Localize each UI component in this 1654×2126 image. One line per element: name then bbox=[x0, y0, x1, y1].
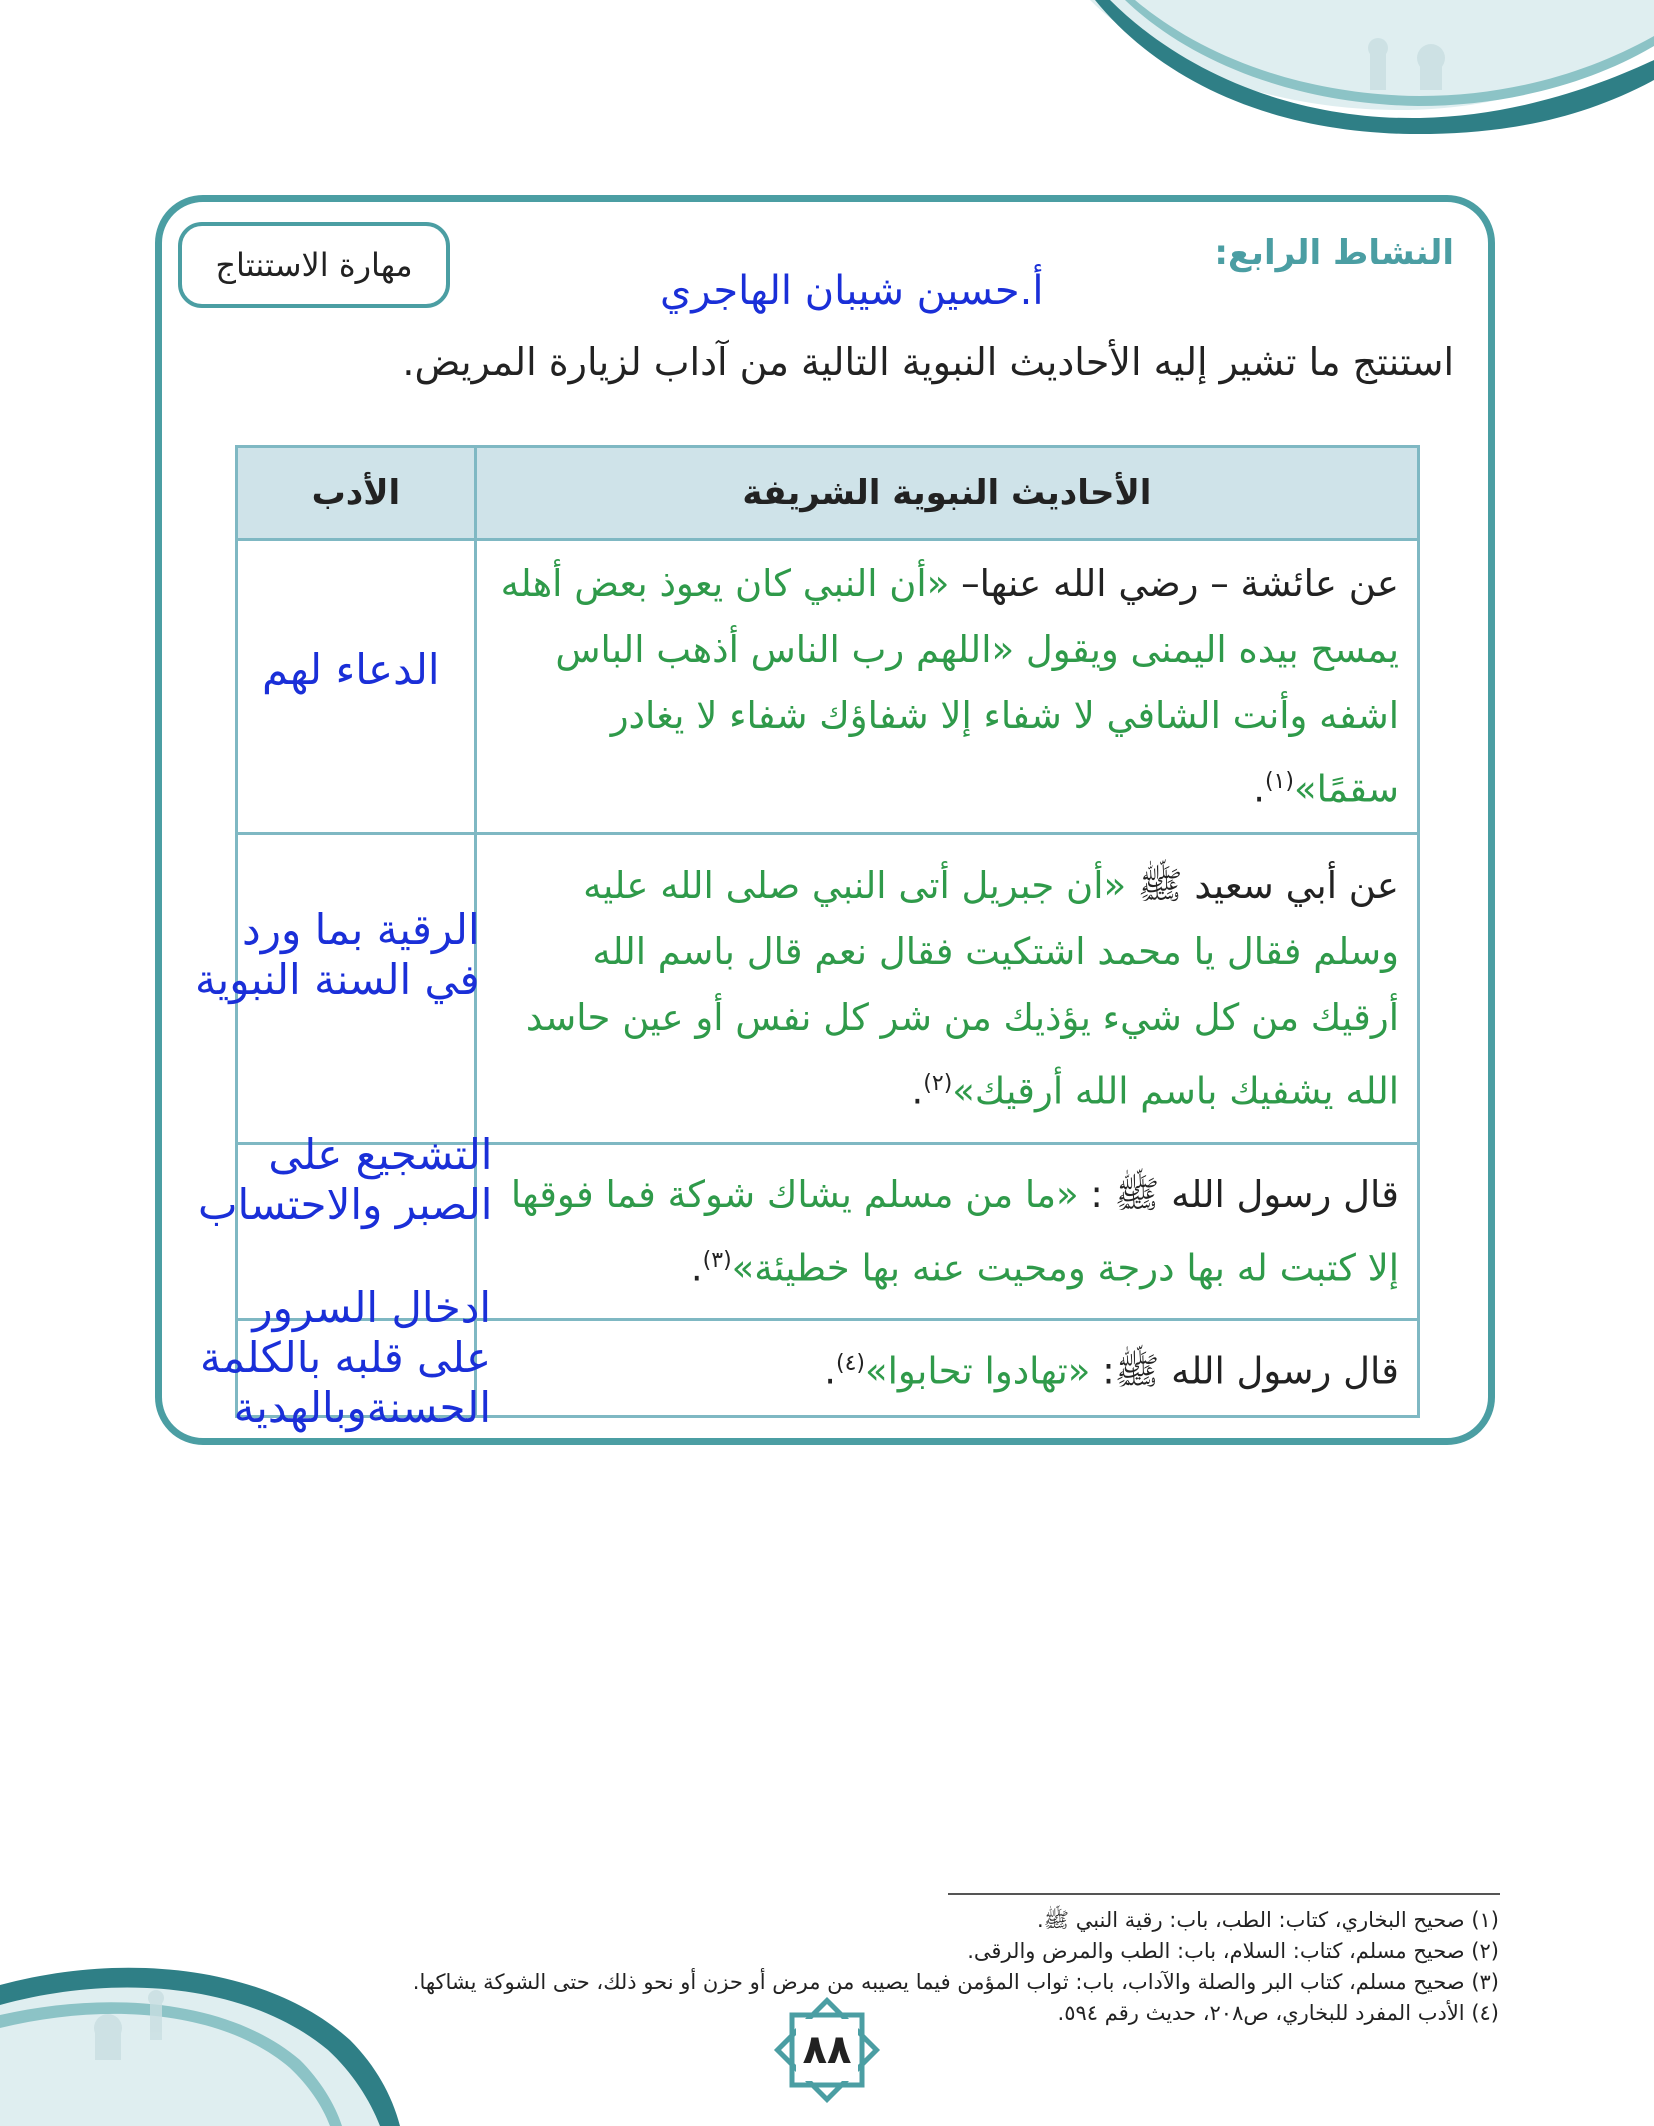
footnote-2: (٢) صحيح مسلم، كتاب: السلام، باب: الطب والمرض والرقى. bbox=[967, 1939, 1499, 1963]
hadith-intro: عن عائشة – رضي الله عنها– bbox=[949, 562, 1399, 605]
answer-3-line-1: التشجيع على bbox=[268, 1130, 493, 1179]
answer-2-line-2: في السنة النبوية bbox=[195, 955, 480, 1004]
hadith-intro: عن أبي سعيد ﷺ bbox=[1126, 864, 1399, 908]
table-header-row bbox=[237, 447, 1419, 540]
footnote-ref: (٣) bbox=[702, 1248, 732, 1274]
answer-4-line-3: الحسنةوبالهدية bbox=[233, 1383, 492, 1432]
footnote-4: (٤) الأدب المفرد للبخاري، ص٢٠٨، حديث رقم ٥٩٤. bbox=[1057, 2001, 1499, 2025]
footnote-ref: (٢) bbox=[923, 1071, 953, 1097]
author-handwriting: أ.حسين شيبان الهاجري bbox=[660, 268, 1044, 314]
hadith-text: «ما من مسلم يشاك شوكة فما فوقها إلا كتبت له بها درجة ومحيت عنه بها خطيئة» bbox=[510, 1173, 1399, 1290]
hadith-text: «أن جبريل أتى النبي صلى الله عليه وسلم فقال يا محمد اشتكيت فقال نعم قال باسم الله أرقيك من كل شيء يؤذيك من شر كل نفس أو عين حاسد الله يشفيك باسم الله أرقيك» bbox=[525, 864, 1399, 1113]
footnote-divider bbox=[948, 1893, 1500, 1895]
hadith-cell: قال رسول الله ﷺ: «تهادوا تحابوا»$^{(٤)}$. bbox=[475, 1320, 1418, 1416]
hadith-cell: عن أبي سعيد ﷺ «أن جبريل أتى النبي صلى الله عليه وسلم فقال يا محمد اشتكيت فقال نعم قال باسم الله أرقيك من كل شيء يؤذيك من شر كل نفس أو عين حاسد الله يشفيك باسم الله أرقيك»$^{(٢)}$. bbox=[475, 834, 1418, 1144]
answer-1 bbox=[262, 645, 440, 695]
answer-2-line-1: الرقية بما ورد bbox=[241, 905, 480, 954]
top-corner-ornament bbox=[0, 0, 1654, 140]
footnotes bbox=[413, 1905, 1499, 2029]
activity-title: النشاط الرابع: bbox=[1214, 233, 1454, 273]
hadith-cell: عن عائشة – رضي الله عنها– «أن النبي كان يعوذ بعض أهله يمسح بيده اليمنى ويقول «اللهم رب الناس أذهب الباس اشفه وأنت الشافي لا شفاء إلا شفاؤك شفاء لا يغادر سقمًا»$^{(١)}$. bbox=[475, 540, 1418, 834]
page-number-badge bbox=[772, 1995, 882, 2105]
footnote-1: (١) صحيح البخاري، كتاب: الطب، باب: رقية النبي ﷺ. bbox=[1037, 1908, 1499, 1932]
footnote-ref: (٤) bbox=[835, 1351, 865, 1377]
hadith-intro: قال رسول الله ﷺ: bbox=[1090, 1349, 1399, 1393]
hadith-intro: قال رسول الله ﷺ : bbox=[1078, 1173, 1399, 1217]
answer-1-text: الدعاء لهم bbox=[262, 645, 440, 694]
skill-badge: مهارة الاستنتاج bbox=[178, 222, 450, 308]
activity-instruction: استنتج ما تشير إليه الأحاديث النبوية التالية من آداب لزيارة المريض. bbox=[402, 340, 1454, 384]
answer-4 bbox=[200, 1283, 491, 1433]
hadith-cell: قال رسول الله ﷺ : «ما من مسلم يشاك شوكة فما فوقها إلا كتبت له بها درجة ومحيت عنه بها خطيئة»$^{(٣)}$. bbox=[475, 1144, 1418, 1320]
footnote-ref: (١) bbox=[1264, 769, 1294, 794]
hadith-text: «تهادوا تحابوا» bbox=[865, 1349, 1091, 1393]
answer-4-line-2: على قلبه بالكلمة bbox=[200, 1333, 492, 1382]
header-hadith: الأحاديث النبوية الشريفة bbox=[475, 447, 1418, 540]
answer-2 bbox=[195, 905, 480, 1005]
page-number: ٨٨ bbox=[802, 2027, 852, 2073]
hadith-text: «أن النبي كان يعوذ بعض أهله يمسح بيده اليمنى ويقول «اللهم رب الناس أذهب الباس اشفه وأنت الشافي لا شفاء إلا شفاؤك شفاء لا يغادر سقمًا» bbox=[500, 562, 1399, 811]
header-etiquette: الأدب bbox=[237, 447, 476, 540]
footnote-3: (٣) صحيح مسلم، كتاب البر والصلة والآداب، باب: ثواب المؤمن فيما يصيبه من مرض أو حزن أو نحو ذلك، حتى الشوكة يشاكها. bbox=[412, 1970, 1499, 1994]
answer-4-line-1: ادخال السرور bbox=[252, 1283, 492, 1332]
answer-3 bbox=[198, 1130, 492, 1230]
answer-3-line-2: الصبر والاحتساب bbox=[198, 1180, 493, 1229]
